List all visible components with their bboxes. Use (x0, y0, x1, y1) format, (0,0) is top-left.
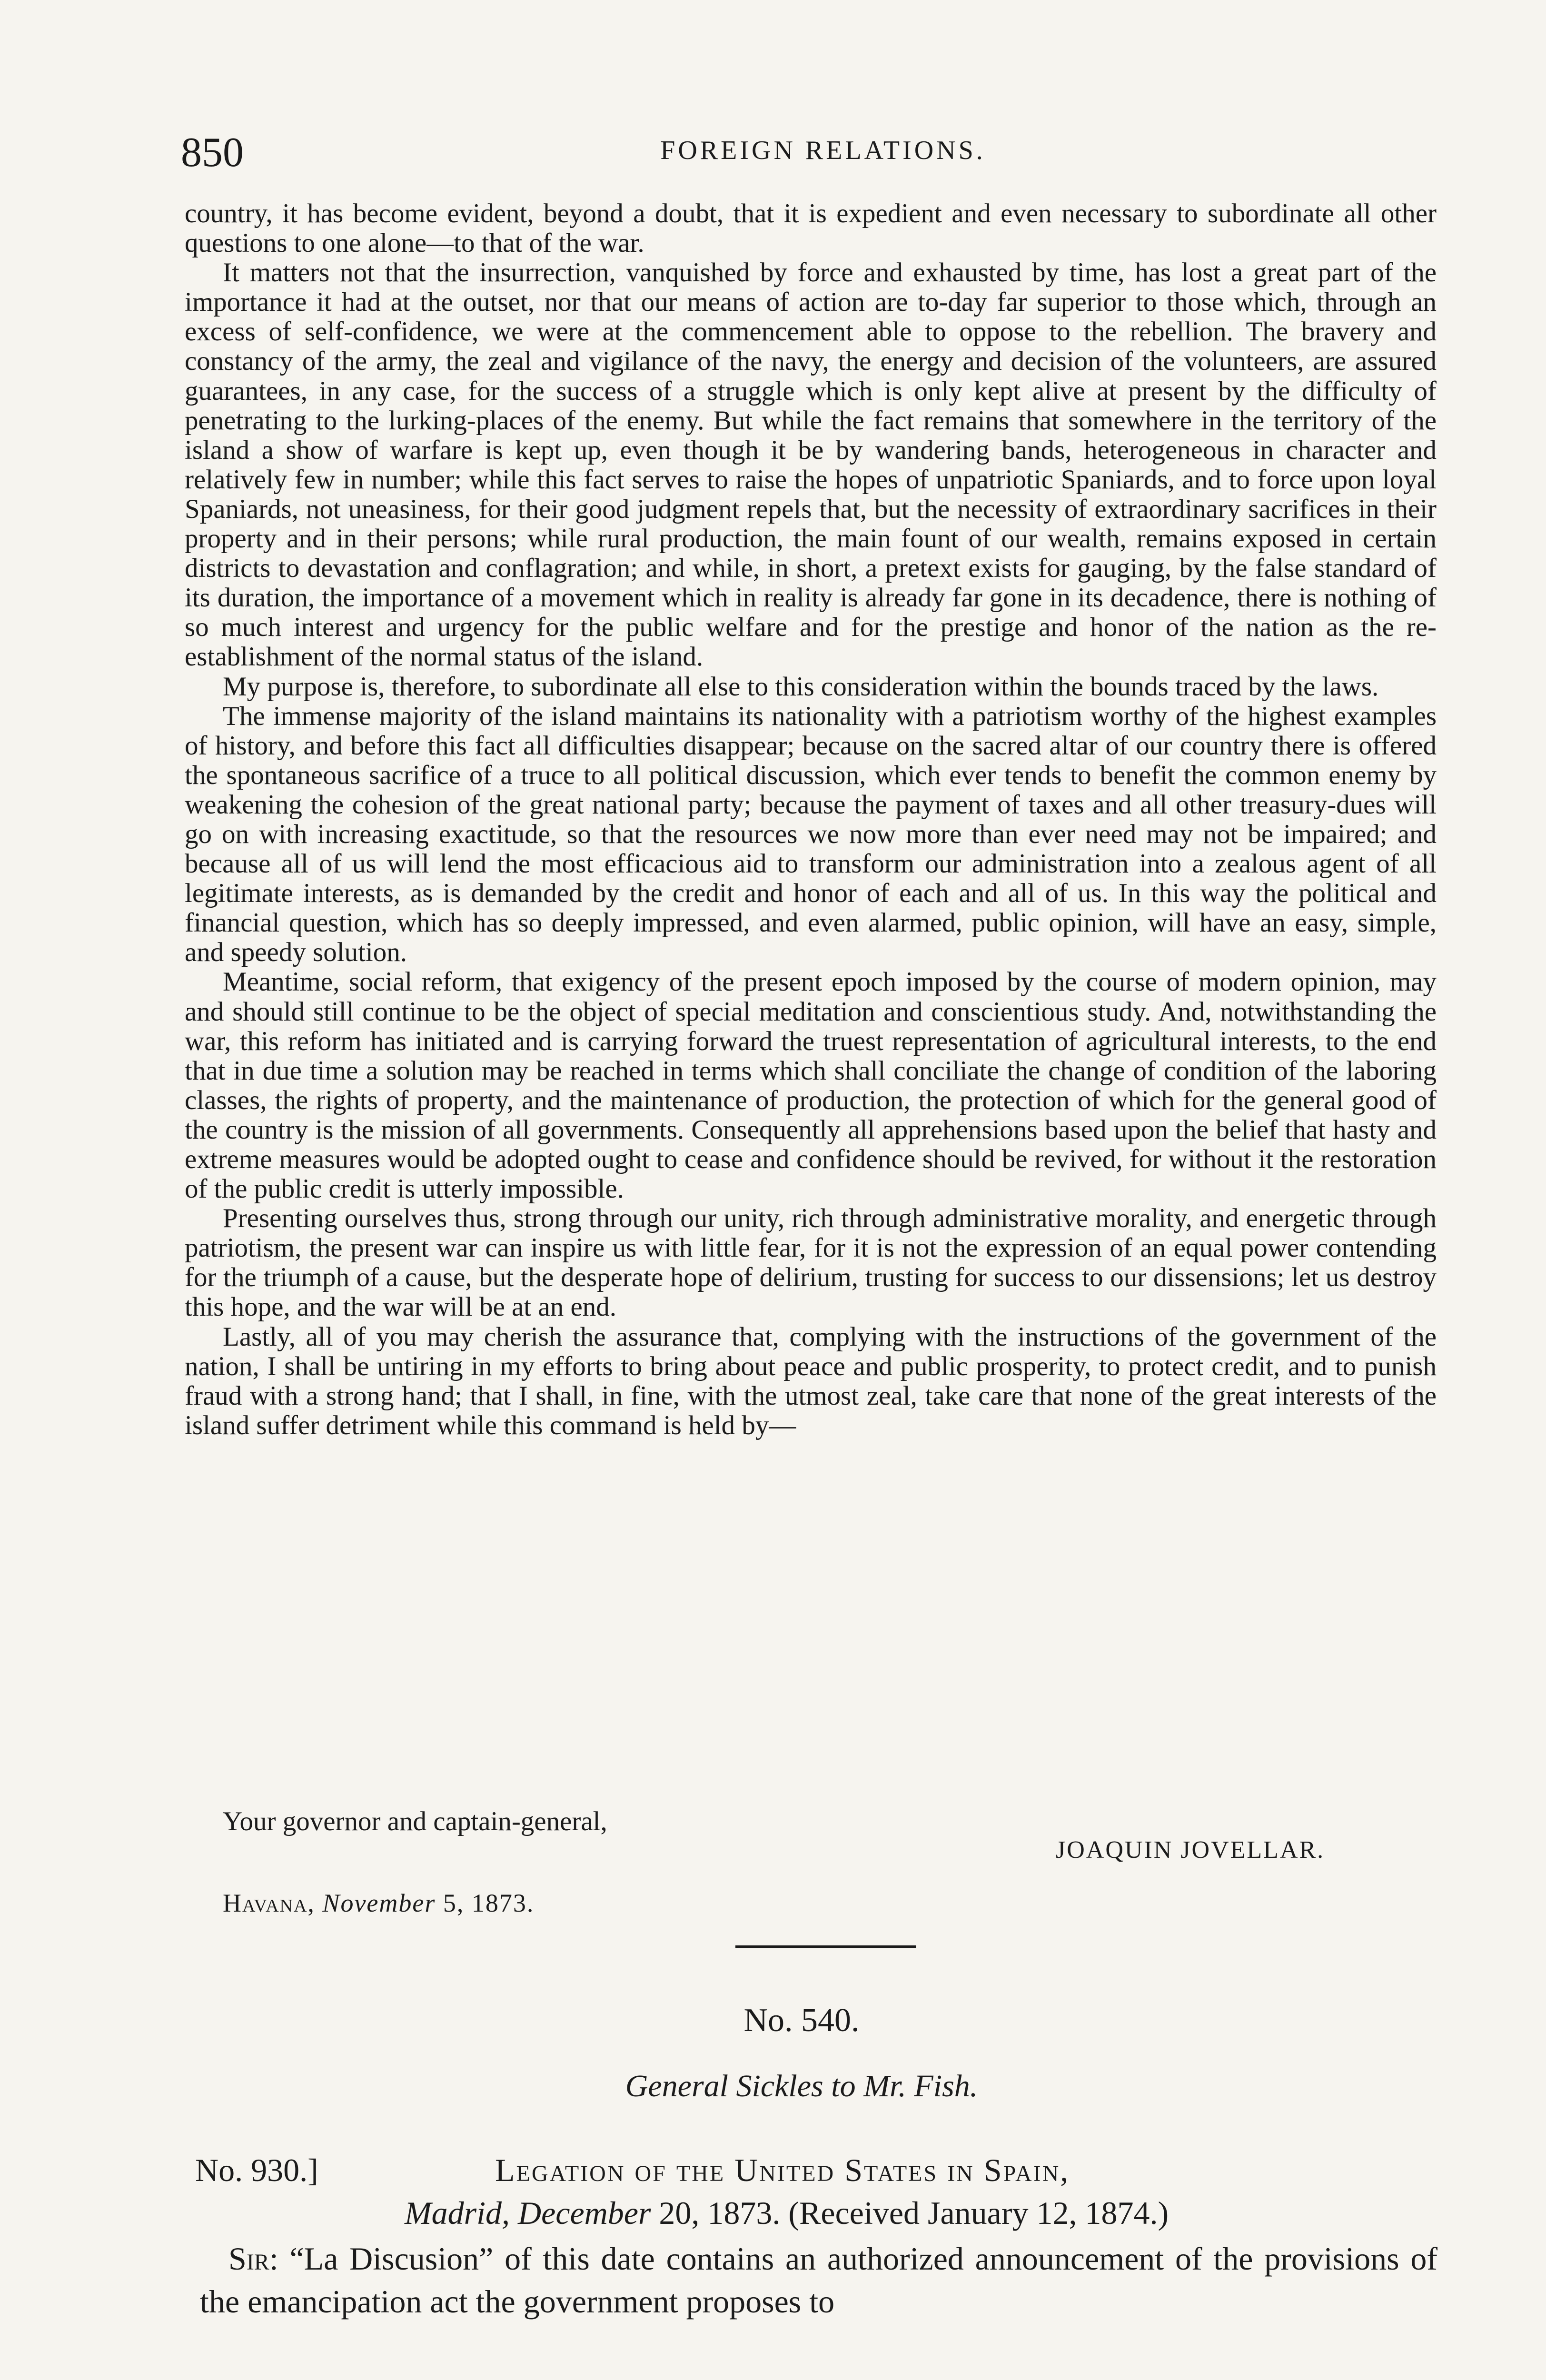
paragraph: It matters not that the insurrection, vanquished by force and exhausted by time, has lost a great part of the importance it had at the outset, nor that our means of action are to-day far superior to those which, through an excess of self-confidence, we were at the commencement able to oppose to the rebellion. The bravery and constancy of the army, the zeal and vigilance of the navy, the energy and decision of the volunteers, are assured guarantees, in any case, for the success of a struggle which is only kept alive at present by the difficulty of penetrating to the lurking-places of the enemy. But while the fact remains that somewhere in the territory of the island a show of warfare is kept up, even though it be by wandering bands, heterogeneous in character and relatively few in number; while this fact serves to raise the hopes of unpatriotic Spaniards, and to force upon loyal Spaniards, not uneasiness, for their good judgment repels that, but the necessity of extraordinary sacrifices in their property and in their persons; while rural production, the main fount of our wealth, remains exposed in certain districts to devastation and conflagration; and while, in short, a pretext exists for gauging, by the false standard of its duration, the importance of a movement which in reality is already far gone in its decadence, there is nothing of so much interest and urgency for the public welfare and for the prestige and honor of the nation as the re-establishment of the normal status of the island. (185, 258, 1437, 672)
document-number: No. 540. (743, 2002, 860, 2039)
dateline-month: November (322, 1889, 436, 1917)
body-text (185, 199, 1437, 1440)
legation-heading: Legation of the United States in Spain, (495, 2152, 1070, 2188)
page-header (181, 129, 1437, 176)
paragraph: Lastly, all of you may cherish the assurance that, complying with the instructions of the government of the nation, I shall be untiring in my efforts to bring about peace and public prosperity, to protect credit, and to punish fraud with a strong hand; that I shall, in fine, with the utmost zeal, take care that none of the great interests of the island suffer detriment while this command is held by— (185, 1321, 1437, 1440)
paragraph (200, 2237, 1437, 2323)
signature: JOAQUIN JOVELLAR. (1056, 1836, 1325, 1864)
running-title: FOREIGN RELATIONS. (660, 136, 986, 165)
paragraph: Meantime, social reform, that exigency of the present epoch imposed by the course of modern opinion, may and should still continue to be the object of special meditation and conscientious study. And, notwithstanding the war, this reform has initiated and is carrying forward the truest representation of agricultural interests, to the end that in due time a solution may be reached in terms which shall conciliate the change of condition of the laboring classes, the rights of property, and the maintenance of production, the protection of which for the general good of the country is the mission of all governments. Consequently all apprehensions based upon the belief that hasty and extreme measures would be adopted ought to cease and confidence should be revived, for without it the restoration of the public credit is utterly impossible. (185, 967, 1437, 1204)
date-rest: 20, 1873. (651, 2195, 781, 2231)
paragraph: My purpose is, therefore, to subordinate all else to this consideration within the bounds traced by the laws. (223, 671, 1379, 702)
opening-text: “La Discusion” of this date contains an authorized announcement of the provisions of the emancipation act the government proposes to (200, 2241, 1437, 2320)
date-month: December (518, 2195, 651, 2231)
document-title: General Sickles to Mr. Fish. (625, 2069, 978, 2103)
section-divider (735, 1945, 916, 1948)
despatch-number: No. 930.] (195, 2152, 318, 2188)
dateline-place: Havana, (223, 1889, 315, 1917)
salutation: Sir: (228, 2241, 278, 2277)
received-note: (Received January 12, 1874.) (788, 2195, 1169, 2231)
place-date (405, 2194, 1169, 2232)
closing-line: Your governor and captain-general, (223, 1806, 607, 1836)
paragraph: The immense majority of the island maintains its nationality with a patriotism worthy of the highest examples of history, and before this fact all difficulties disappear; because on the sacred altar of our country there is offered the spontaneous sacrifice of a truce to all political discussion, which ever tends to benefit the common enemy by weakening the cohesion of the great national party; because the payment of taxes and all other treasury-dues will go on with increasing exactitude, so that the resources we now more than ever need may not be impaired; and because all of us will lend the most efficacious aid to transform our administration into a zealous agent of all legitimate interests, as is demanded by the credit and honor of each and all of us. In this way the political and financial question, which has so deeply impressed, and even alarmed, public opinion, will have an easy, simple, and speedy solution. (185, 701, 1437, 968)
paragraph: Presenting ourselves thus, strong through our unity, rich through administrative morality, and energetic through patriotism, the present war can inspire us with little fear, for it is not the expression of an equal power contending for the triumph of a cause, but the desperate hope of delirium, trusting for success to our dissensions; let us destroy this hope, and the war will be at an end. (185, 1203, 1437, 1322)
dateline (223, 1888, 534, 1918)
page-number: 850 (181, 129, 244, 176)
paragraph: country, it has become evident, beyond a doubt, that it is expedient and even necessary to subordinate all other questions to one alone—to that of the war. (185, 198, 1437, 258)
dateline-rest: 5, 1873. (436, 1889, 535, 1917)
letter-opening (200, 2237, 1437, 2323)
place: Madrid, (405, 2195, 510, 2231)
